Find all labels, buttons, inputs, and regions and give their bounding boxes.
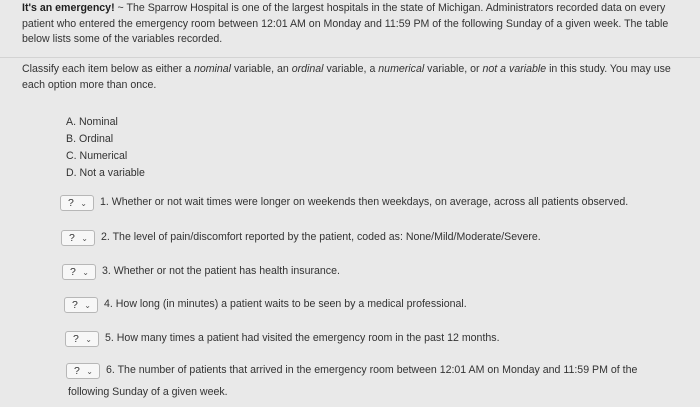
question-intro — [22, 1, 690, 48]
option-c: C. Numerical — [66, 150, 128, 162]
instructions-nominal: nominal — [193, 63, 232, 75]
item-1-text: 1. Whether or not wait times were longer on weekends then weekdays, on average, across all patients observed. — [100, 196, 629, 208]
option-d: D. Not a variable — [66, 167, 145, 179]
select-placeholder: ? — [68, 197, 74, 209]
chevron-down-icon: ⌄ — [82, 268, 89, 277]
question-body: ~ The Sparrow Hospital is one of the largest hospitals in the state of Michigan. Administrators recorded data on every patient who entered the emergency room between 12:01 AM on Monday and 11:59 PM of the following Sunday of a given week. The table below lists some of the variables recorded. — [22, 2, 669, 45]
select-placeholder: ? — [74, 365, 80, 377]
instructions-text: variable, an — [231, 63, 292, 75]
item-3-text: 3. Whether or not the patient has health insurance. — [102, 265, 340, 277]
item-1-select[interactable] — [60, 195, 94, 211]
instructions-text: variable, a — [323, 63, 379, 75]
select-placeholder: ? — [73, 333, 79, 345]
item-5-text: 5. How many times a patient had visited the emergency room in the past 12 months. — [105, 332, 500, 344]
item-2-text: 2. The level of pain/discomfort reported by the patient, coded as: None/Mild/Moderate/Severe. — [101, 231, 541, 243]
instructions-numerical: numerical — [378, 63, 425, 75]
chevron-down-icon: ⌄ — [84, 301, 91, 310]
divider — [0, 57, 700, 58]
chevron-down-icon: ⌄ — [81, 234, 88, 243]
instructions-text: in this study. You may use each option more than once. — [22, 63, 671, 91]
chevron-down-icon: ⌄ — [85, 335, 92, 344]
chevron-down-icon: ⌄ — [80, 199, 87, 208]
instructions — [22, 62, 684, 93]
item-2-select[interactable] — [61, 230, 95, 246]
instructions-text: Classify each item below as either a — [22, 63, 194, 75]
item-6-select[interactable] — [66, 363, 100, 379]
select-placeholder: ? — [70, 266, 76, 278]
select-placeholder: ? — [69, 232, 75, 244]
question-title: It's an emergency! — [22, 2, 115, 14]
instructions-text: variable, or — [424, 63, 483, 75]
option-b: B. Ordinal — [66, 133, 114, 145]
item-5-select[interactable] — [65, 331, 99, 347]
option-a: A. Nominal — [66, 116, 118, 128]
chevron-down-icon: ⌄ — [86, 367, 93, 376]
item-4-select[interactable] — [64, 297, 98, 313]
item-3-select[interactable] — [62, 264, 96, 280]
select-placeholder: ? — [72, 299, 78, 311]
instructions-not-a-variable: not a variable — [482, 63, 547, 75]
item-4-text: 4. How long (in minutes) a patient waits to be seen by a medical professional. — [104, 298, 467, 310]
answer-options — [66, 114, 145, 182]
instructions-ordinal: ordinal — [291, 63, 324, 75]
item-6-text: 6. The number of patients that arrived in the emergency room between 12:01 AM on Monday and 11:59 PM of the — [106, 364, 638, 376]
item-6-text-continuation: following Sunday of a given week. — [68, 386, 228, 398]
